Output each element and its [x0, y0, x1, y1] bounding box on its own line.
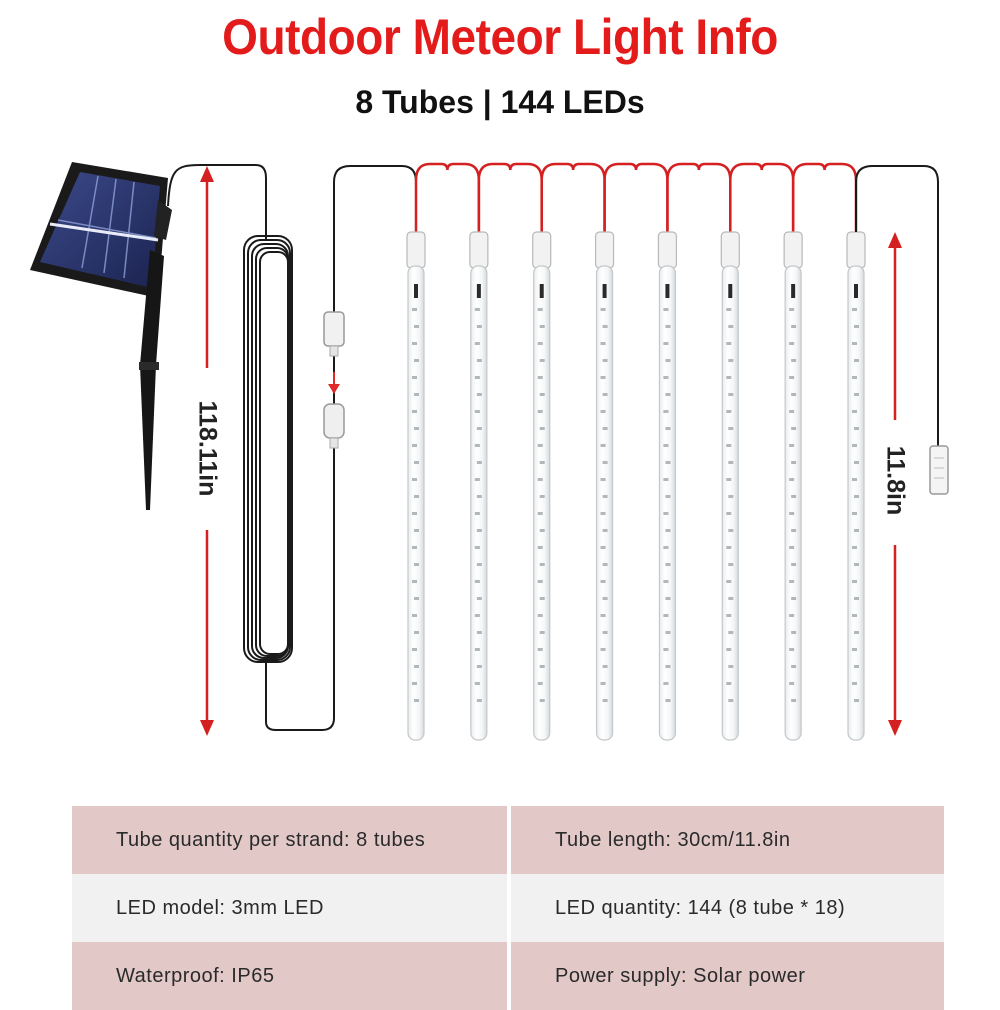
led-dot	[477, 495, 482, 498]
led-dot	[663, 580, 668, 583]
led-dot	[475, 546, 480, 549]
led-dot	[665, 597, 670, 600]
led-dot	[726, 682, 731, 685]
led-dot	[854, 359, 859, 362]
led-dot	[601, 580, 606, 583]
led-dot	[728, 665, 733, 668]
led-dot	[414, 665, 419, 668]
led-dot	[601, 512, 606, 515]
led-dot	[538, 376, 543, 379]
led-dot	[477, 393, 482, 396]
led-dot	[726, 410, 731, 413]
led-dot	[791, 665, 796, 668]
tube-chip	[540, 284, 544, 298]
led-dot	[540, 461, 545, 464]
tube-body	[408, 266, 424, 740]
led-dot	[726, 444, 731, 447]
led-dot	[665, 427, 670, 430]
led-dot	[665, 325, 670, 328]
led-dot	[852, 546, 857, 549]
tube-link-cable	[479, 164, 542, 232]
led-dot	[789, 580, 794, 583]
led-dot	[603, 461, 608, 464]
led-dot	[791, 529, 796, 532]
tube-link-cables	[416, 164, 856, 232]
led-dot	[603, 631, 608, 634]
led-dot	[540, 325, 545, 328]
spec-led-model: LED model: 3mm LED	[72, 874, 509, 942]
spec-row	[72, 806, 944, 874]
led-dot	[477, 529, 482, 532]
led-dot	[603, 325, 608, 328]
led-dot	[852, 376, 857, 379]
led-dot	[538, 648, 543, 651]
led-dot	[601, 648, 606, 651]
led-dot	[538, 512, 543, 515]
led-dot	[852, 614, 857, 617]
led-dot	[665, 665, 670, 668]
led-dot	[477, 631, 482, 634]
led-dot	[540, 563, 545, 566]
led-dot	[412, 342, 417, 345]
led-dot	[538, 682, 543, 685]
cable-length-label: 118.11in	[193, 400, 222, 497]
meteor-tube	[407, 232, 425, 740]
spec-table	[72, 806, 944, 1010]
led-dot	[789, 308, 794, 311]
meteor-tube	[533, 232, 551, 740]
led-dot	[789, 342, 794, 345]
led-dot	[538, 478, 543, 481]
led-dot	[412, 478, 417, 481]
led-dot	[540, 495, 545, 498]
led-dot	[540, 631, 545, 634]
led-dot	[540, 665, 545, 668]
led-dot	[540, 393, 545, 396]
tube-chip	[414, 284, 418, 298]
led-dot	[791, 597, 796, 600]
led-dot	[852, 648, 857, 651]
led-dot	[601, 444, 606, 447]
panel-cable	[168, 165, 266, 240]
tube-chip	[477, 284, 481, 298]
spec-row	[72, 874, 944, 942]
tube-chip	[728, 284, 732, 298]
led-dot	[791, 359, 796, 362]
led-dot	[852, 444, 857, 447]
led-dot	[728, 563, 733, 566]
led-dot	[412, 512, 417, 515]
tube-cap	[721, 232, 739, 268]
led-dot	[603, 563, 608, 566]
led-dot	[726, 376, 731, 379]
connector-plug	[324, 312, 344, 448]
led-dot	[854, 699, 859, 702]
tube-chip	[854, 284, 858, 298]
led-dot	[665, 461, 670, 464]
led-dot	[791, 325, 796, 328]
led-dot	[603, 597, 608, 600]
led-dot	[540, 597, 545, 600]
led-dot	[663, 444, 668, 447]
tube-body	[597, 266, 613, 740]
led-dot	[414, 461, 419, 464]
led-dot	[852, 512, 857, 515]
led-dot	[414, 393, 419, 396]
led-dot	[412, 614, 417, 617]
led-dot	[789, 376, 794, 379]
led-dot	[538, 614, 543, 617]
led-dot	[789, 478, 794, 481]
led-dot	[665, 393, 670, 396]
led-dot	[601, 614, 606, 617]
tube-link-cable	[416, 164, 479, 232]
spec-led-quantity: LED quantity: 144 (8 tube * 18)	[509, 874, 944, 942]
led-dot	[726, 614, 731, 617]
led-dot	[791, 461, 796, 464]
led-dot	[791, 495, 796, 498]
led-dot	[726, 342, 731, 345]
led-dot	[663, 376, 668, 379]
led-dot	[854, 597, 859, 600]
led-dot	[601, 308, 606, 311]
tube-chip	[665, 284, 669, 298]
led-dot	[852, 682, 857, 685]
led-dot	[726, 512, 731, 515]
led-dot	[789, 444, 794, 447]
led-dot	[663, 478, 668, 481]
led-dot	[728, 393, 733, 396]
led-dot	[477, 325, 482, 328]
led-dot	[852, 580, 857, 583]
led-dot	[663, 342, 668, 345]
led-dot	[789, 410, 794, 413]
led-dot	[663, 546, 668, 549]
led-dot	[603, 699, 608, 702]
led-dot	[663, 512, 668, 515]
led-dot	[601, 342, 606, 345]
led-dot	[726, 648, 731, 651]
tube-cap	[470, 232, 488, 268]
led-dot	[475, 648, 480, 651]
led-dot	[538, 342, 543, 345]
led-dot	[726, 478, 731, 481]
led-dot	[477, 427, 482, 430]
led-dot	[601, 682, 606, 685]
tube-cap	[533, 232, 551, 268]
led-dot	[477, 699, 482, 702]
led-dot	[663, 648, 668, 651]
led-dot	[412, 308, 417, 311]
led-dot	[538, 580, 543, 583]
led-dot	[728, 325, 733, 328]
led-dot	[412, 546, 417, 549]
led-dot	[477, 597, 482, 600]
led-dot	[852, 342, 857, 345]
tube-cap	[847, 232, 865, 268]
led-dot	[540, 529, 545, 532]
led-dot	[852, 478, 857, 481]
meteor-tube	[658, 232, 676, 740]
led-dot	[603, 495, 608, 498]
led-dot	[791, 563, 796, 566]
led-dot	[412, 648, 417, 651]
tube-link-cable	[730, 164, 793, 232]
led-dot	[603, 427, 608, 430]
led-dot	[665, 563, 670, 566]
led-dot	[475, 478, 480, 481]
meteor-tube	[721, 232, 739, 740]
led-dot	[665, 529, 670, 532]
led-dot	[665, 631, 670, 634]
led-dot	[414, 325, 419, 328]
tube-link-cable	[605, 164, 668, 232]
led-dot	[477, 563, 482, 566]
led-dot	[728, 495, 733, 498]
led-dot	[791, 631, 796, 634]
tube-cap	[658, 232, 676, 268]
led-dot	[601, 376, 606, 379]
led-dot	[475, 444, 480, 447]
led-dot	[663, 682, 668, 685]
end-cable	[856, 166, 938, 448]
led-dot	[414, 699, 419, 702]
led-dot	[665, 359, 670, 362]
led-dot	[663, 308, 668, 311]
tube-length-label: 11.8in	[881, 445, 910, 516]
tube-cap	[596, 232, 614, 268]
led-dot	[412, 376, 417, 379]
led-dot	[414, 427, 419, 430]
led-dot	[789, 648, 794, 651]
led-dot	[603, 665, 608, 668]
spec-tube-quantity: Tube quantity per strand: 8 tubes	[72, 806, 509, 874]
meteor-tube	[847, 232, 865, 740]
spec-tube-length: Tube length: 30cm/11.8in	[509, 806, 944, 874]
led-dot	[665, 699, 670, 702]
led-dot	[601, 546, 606, 549]
led-dot	[789, 546, 794, 549]
led-dot	[601, 478, 606, 481]
tube-body	[722, 266, 738, 740]
led-dot	[789, 682, 794, 685]
led-dot	[852, 308, 857, 311]
tube-cap	[784, 232, 802, 268]
led-dot	[854, 427, 859, 430]
led-dot	[603, 529, 608, 532]
page-title: Outdoor Meteor Light Info	[222, 9, 778, 65]
tube-array	[407, 232, 865, 740]
led-dot	[603, 359, 608, 362]
led-dot	[728, 597, 733, 600]
led-dot	[475, 410, 480, 413]
led-dot	[412, 580, 417, 583]
led-dot	[791, 393, 796, 396]
meteor-tube	[596, 232, 614, 740]
page-subtitle: 8 Tubes | 144 LEDs	[355, 84, 645, 120]
led-dot	[475, 614, 480, 617]
tube-body	[534, 266, 550, 740]
led-dot	[854, 325, 859, 328]
led-dot	[412, 444, 417, 447]
meteor-tube	[470, 232, 488, 740]
product-diagram	[0, 140, 1000, 780]
end-plug	[930, 446, 948, 494]
led-dot	[663, 410, 668, 413]
tube-link-cable	[793, 164, 856, 232]
led-dot	[665, 495, 670, 498]
led-dot	[414, 359, 419, 362]
led-dot	[414, 631, 419, 634]
tube-body	[471, 266, 487, 740]
led-dot	[728, 699, 733, 702]
led-dot	[854, 665, 859, 668]
led-dot	[475, 376, 480, 379]
led-dot	[854, 495, 859, 498]
led-dot	[477, 665, 482, 668]
led-dot	[538, 546, 543, 549]
led-dot	[789, 512, 794, 515]
tube-body	[785, 266, 801, 740]
led-dot	[412, 410, 417, 413]
led-dot	[852, 410, 857, 413]
led-dot	[728, 631, 733, 634]
tube-body	[659, 266, 675, 740]
led-dot	[789, 614, 794, 617]
led-dot	[540, 699, 545, 702]
led-dot	[475, 580, 480, 583]
led-dot	[538, 308, 543, 311]
led-dot	[728, 529, 733, 532]
led-dot	[475, 682, 480, 685]
tube-cap	[407, 232, 425, 268]
led-dot	[726, 308, 731, 311]
led-dot	[601, 410, 606, 413]
led-dot	[475, 512, 480, 515]
led-dot	[538, 410, 543, 413]
spec-waterproof: Waterproof: IP65	[72, 942, 509, 1010]
led-dot	[854, 631, 859, 634]
led-dot	[540, 427, 545, 430]
led-dot	[791, 699, 796, 702]
led-dot	[477, 461, 482, 464]
led-dot	[728, 427, 733, 430]
led-dot	[663, 614, 668, 617]
led-dot	[414, 529, 419, 532]
led-dot	[477, 359, 482, 362]
tube-link-cable	[667, 164, 730, 232]
led-dot	[603, 393, 608, 396]
led-dot	[412, 682, 417, 685]
led-dot	[854, 393, 859, 396]
led-dot	[854, 529, 859, 532]
tube-link-cable	[542, 164, 605, 232]
led-dot	[475, 342, 480, 345]
led-dot	[540, 359, 545, 362]
tube-body	[848, 266, 864, 740]
led-dot	[538, 444, 543, 447]
led-dot	[728, 461, 733, 464]
led-dot	[414, 563, 419, 566]
led-dot	[854, 563, 859, 566]
led-dot	[791, 427, 796, 430]
led-dot	[414, 597, 419, 600]
tube-chip	[603, 284, 607, 298]
meteor-tube	[784, 232, 802, 740]
led-dot	[728, 359, 733, 362]
led-dot	[414, 495, 419, 498]
led-dot	[726, 580, 731, 583]
led-dot	[726, 546, 731, 549]
led-dot	[854, 461, 859, 464]
spec-power-supply: Power supply: Solar power	[509, 942, 944, 1010]
led-dot	[475, 308, 480, 311]
tube-chip	[791, 284, 795, 298]
